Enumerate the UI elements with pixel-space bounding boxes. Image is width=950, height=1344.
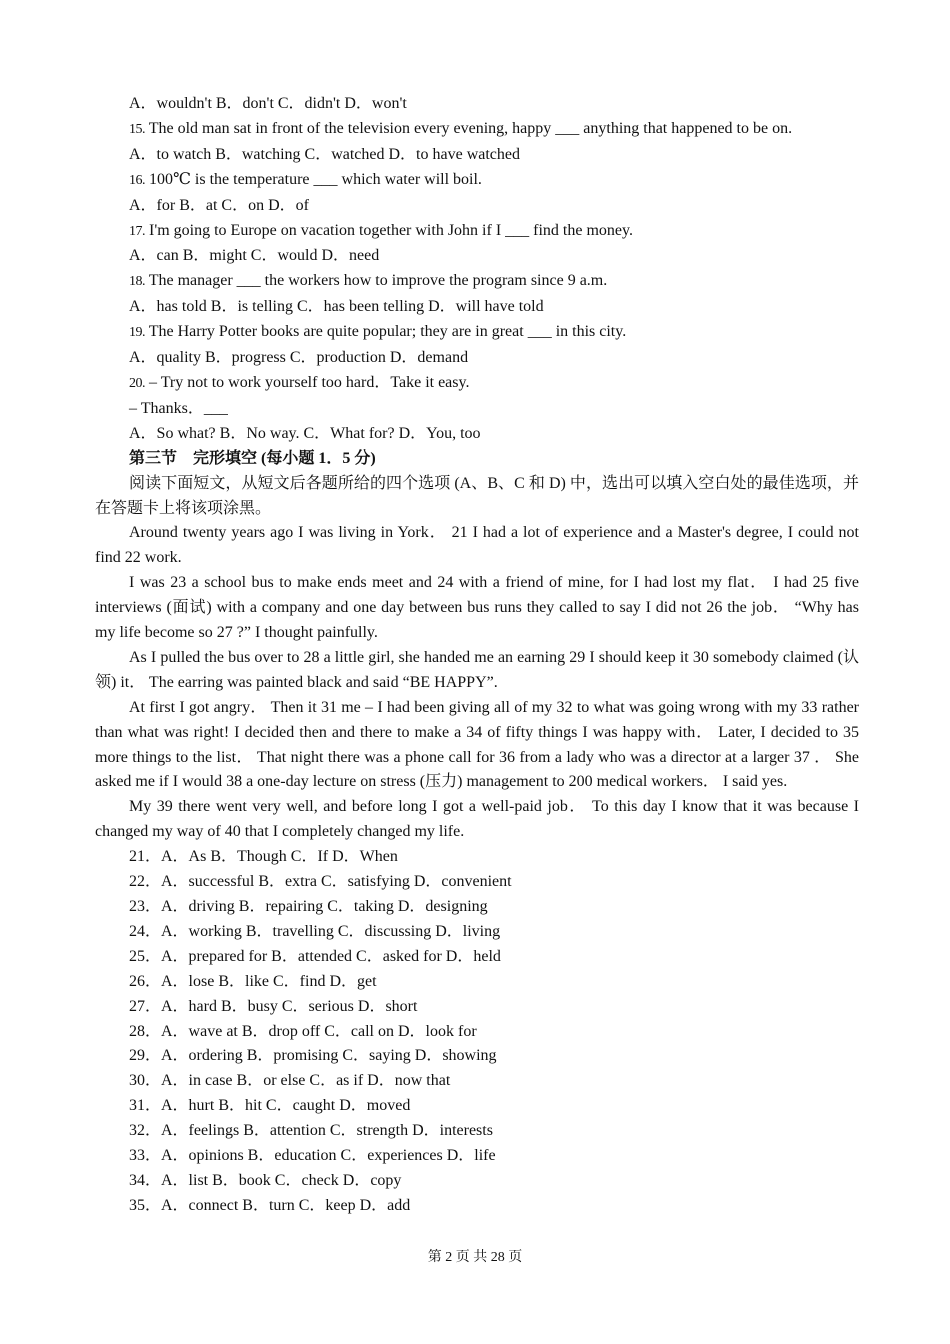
cloze-option-line: 29．A．ordering B．promising C．saying D．showing [129, 1047, 497, 1065]
question-line [95, 371, 859, 397]
line-text: The manager ___ the workers how to improve the program since 9 a.m. [145, 272, 608, 290]
section-title: 第三节 完形填空 (每小题 1．5 分) [129, 449, 376, 467]
question-number: 17. [129, 223, 145, 239]
cloze-option-line: 26．A．lose B．like C．find D．get [129, 972, 377, 990]
cloze-option-line: 24．A．working B．travelling C．discussing D．living [129, 922, 501, 940]
line-text: The old man sat in front of the television every evening, happy ___ anything that happened to be on. [145, 119, 793, 137]
line-text: A．wouldn't B．don't C．didn't D．won't [129, 95, 407, 112]
question-number: 19. [129, 325, 145, 341]
cloze-option-line: 31．A．hurt B．hit C．caught D．moved [129, 1097, 411, 1115]
question-number: 15. [129, 121, 145, 137]
passage-paragraph: At first I got angry． Then it 31 me – I had been giving all of my 32 to what was going wrong with my 33 rather than what was right! I decided then and there to make a 34 of fifty things I was happy with． Later, I decided to 35 more things to the list． That night there was a phone call for 36 from a lady who was a director at a larger 37 ． She asked me if I would 38 a one-day lecture on stress (压力) management to 200 medical workers． I said yes. [95, 698, 860, 791]
line-text: A．to watch B．watching C．watched D．to have watched [129, 145, 521, 163]
passage-paragraph: As I pulled the bus over to 28 a little girl, she handed me an earning 29 I should keep it 30 somebody claimed (认领) it． The earring was painted black and said “BE HAPPY”. [95, 648, 859, 691]
question-line [95, 219, 859, 245]
cloze-option-line: 28．A．wave at B．drop off C．call on D．look for [129, 1022, 477, 1040]
line-text: – Thanks．___ [129, 399, 228, 417]
cloze-option-line: 21．A．As B．Though C．If D．When [129, 848, 398, 866]
option-line [95, 346, 859, 371]
question-line [95, 269, 859, 295]
exam-page [95, 92, 859, 1219]
question-line [95, 320, 859, 346]
page-footer: 第 2 页 共 28 页 [427, 1250, 523, 1265]
cloze-option-line: 30．A．in case B．or else C．as if D．now that [129, 1072, 451, 1090]
question-line [95, 168, 859, 194]
option-line [95, 143, 859, 168]
option-line [95, 92, 859, 117]
line-text: A．for B．at C．on D．of [129, 196, 309, 214]
cloze-option-line: 32．A．feelings B．attention C．strength D．interests [129, 1122, 493, 1140]
line-text: – Try not to work yourself too hard．Take it easy. [145, 373, 470, 391]
line-text: A．So what? B．No way. C．What for? D．You, too [129, 424, 481, 442]
passage-paragraph: I was 23 a school bus to make ends meet and 24 with a friend of mine, for I had lost my flat． I had 25 five interviews (面试) with a company and one day between bus runs they called to say I did not 26 the job． “Why has my life become so 27 ?” I thought painfully. [95, 574, 859, 642]
option-line [95, 422, 859, 447]
instruction-paragraph: 阅读下面短文，从短文后各题所给的四个选项 (A、B、C 和 D) 中，选出可以填入空白处的最佳选项，并在答题卡上将该项涂黑。 [95, 474, 859, 517]
option-line [95, 397, 859, 422]
line-text: The Harry Potter books are quite popular; they are in great ___ in this city. [145, 323, 627, 341]
cloze-option-line: 22．A．successful B．extra C．satisfying D．convenient [129, 873, 512, 891]
cloze-options [95, 845, 859, 1219]
question-line [95, 117, 859, 143]
cloze-passage [95, 521, 859, 845]
cloze-option-line: 33．A．opinions B．education C．experiences D．life [129, 1147, 496, 1165]
passage-paragraph: Around twenty years ago I was living in York． 21 I had a lot of experience and a Master's degree, I could not find 22 work. [95, 524, 859, 567]
line-text: 100℃ is the temperature ___ which water will boil. [145, 170, 482, 188]
question-number: 16. [129, 172, 145, 188]
passage-paragraph: My 39 there went very well, and before long I got a well-paid job． To this day I know that it was because I changed my way of 40 that I completely changed my life. [95, 798, 859, 841]
cloze-option-line: 35．A．connect B．turn C．keep D．add [129, 1196, 411, 1214]
line-text: I'm going to Europe on vacation together with John if I ___ find the money. [145, 221, 633, 239]
multiple-choice-section [95, 92, 859, 447]
question-number: 20. [129, 375, 145, 391]
option-line [95, 194, 859, 219]
cloze-option-line: 27．A．hard B．busy C．serious D．short [129, 997, 418, 1015]
question-number: 18. [129, 274, 145, 290]
cloze-option-line: 25．A．prepared for B．attended C．asked for D．held [129, 947, 501, 965]
cloze-option-line: 23．A．driving B．repairing C．taking D．designing [129, 898, 488, 915]
line-text: A．quality B．progress C．production D．demand [129, 349, 469, 367]
option-line [95, 244, 859, 269]
line-text: A．has told B．is telling C．has been telling D．will have told [129, 298, 544, 316]
cloze-option-line: 34．A．list B．book C．check D．copy [129, 1171, 402, 1189]
line-text: A．can B．might C．would D．need [129, 247, 380, 265]
option-line [95, 295, 859, 320]
